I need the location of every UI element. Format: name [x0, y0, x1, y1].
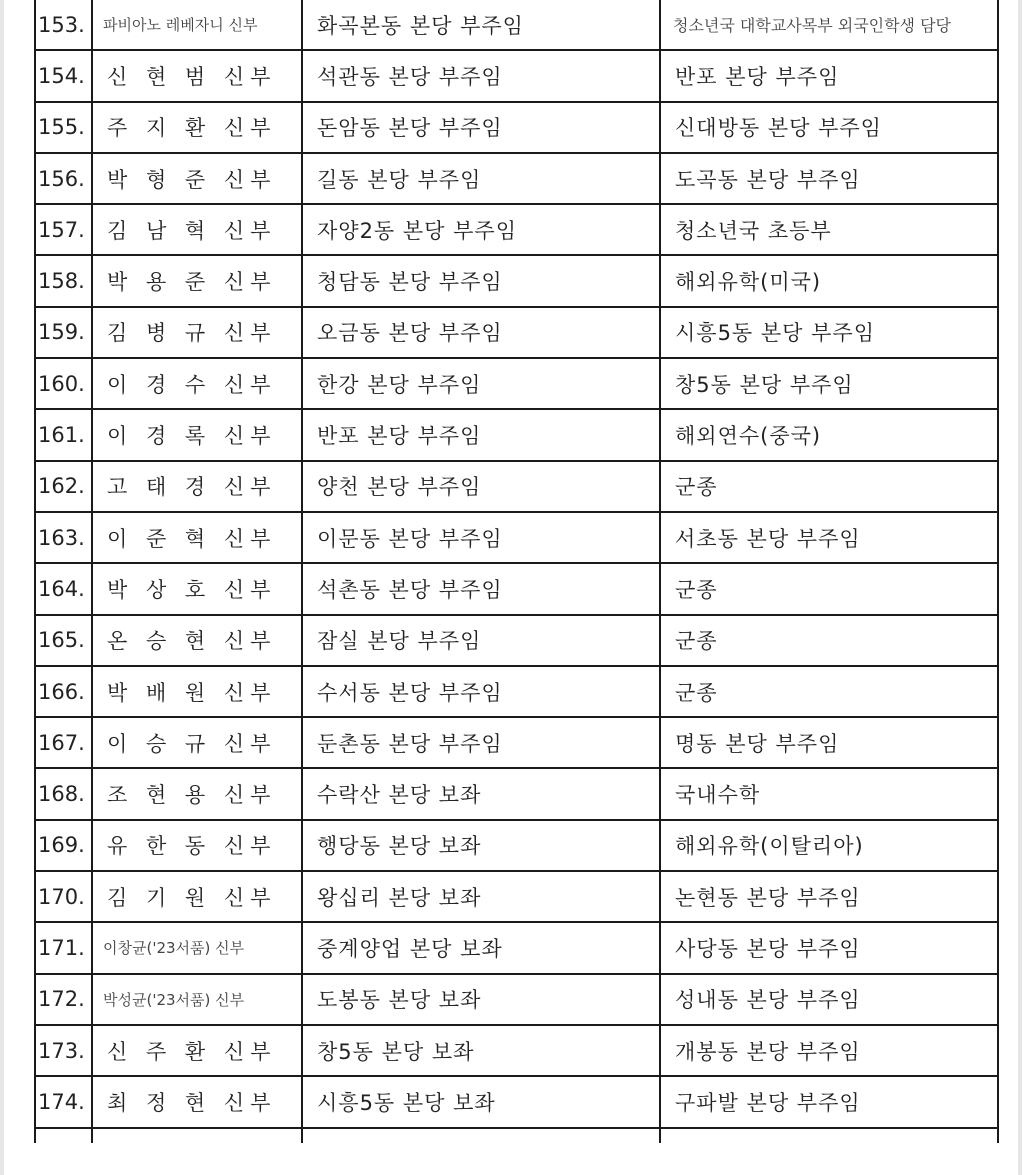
new-assignment: 군종	[660, 461, 998, 512]
table-row	[35, 461, 998, 512]
row-number: 174.	[35, 1076, 92, 1127]
new-assignment: 구파발 본당 부주임	[660, 1076, 998, 1127]
table-row	[35, 922, 998, 973]
new-assignment: 청소년국 대학교사목부 외국인학생 담당	[660, 0, 998, 50]
previous-assignment: 수서동 본당 부주임	[302, 666, 660, 717]
previous-assignment: 중계양업 본당 보좌	[302, 922, 660, 973]
table-row	[35, 1076, 998, 1127]
table-row	[35, 563, 998, 614]
row-number: 167.	[35, 717, 92, 768]
priest-name: 김 병 규 신부	[92, 307, 302, 358]
new-assignment: 신대방동 본당 부주임	[660, 102, 998, 153]
priest-name: 신 주 환 신부	[92, 1025, 302, 1076]
empty-cell	[660, 1128, 998, 1143]
row-number: 166.	[35, 666, 92, 717]
table-row	[35, 974, 998, 1025]
left-margin-bar	[0, 0, 4, 1175]
new-assignment: 청소년국 초등부	[660, 204, 998, 255]
priest-name: 박 용 준 신부	[92, 255, 302, 306]
row-number: 163.	[35, 512, 92, 563]
new-assignment: 군종	[660, 563, 998, 614]
table-row-partial	[35, 1128, 998, 1143]
table-row	[35, 307, 998, 358]
priest-name: 박 상 호 신부	[92, 563, 302, 614]
table-row	[35, 768, 998, 819]
previous-assignment: 왕십리 본당 보좌	[302, 871, 660, 922]
previous-assignment: 석관동 본당 부주임	[302, 50, 660, 101]
row-number: 164.	[35, 563, 92, 614]
previous-assignment: 반포 본당 부주임	[302, 409, 660, 460]
row-number: 168.	[35, 768, 92, 819]
row-number: 162.	[35, 461, 92, 512]
new-assignment: 국내수학	[660, 768, 998, 819]
previous-assignment: 양천 본당 부주임	[302, 461, 660, 512]
row-number: 155.	[35, 102, 92, 153]
previous-assignment: 수락산 본당 보좌	[302, 768, 660, 819]
priest-name: 김 기 원 신부	[92, 871, 302, 922]
new-assignment: 해외유학(이탈리아)	[660, 820, 998, 871]
priest-name: 최 정 현 신부	[92, 1076, 302, 1127]
previous-assignment: 이문동 본당 부주임	[302, 512, 660, 563]
priest-name: 박 배 원 신부	[92, 666, 302, 717]
previous-assignment: 도봉동 본당 보좌	[302, 974, 660, 1025]
priest-name: 이창균('23서품) 신부	[92, 922, 302, 973]
new-assignment: 군종	[660, 615, 998, 666]
row-number: 154.	[35, 50, 92, 101]
row-number: 171.	[35, 922, 92, 973]
priest-name: 이 준 혁 신부	[92, 512, 302, 563]
table-row	[35, 717, 998, 768]
new-assignment: 서초동 본당 부주임	[660, 512, 998, 563]
row-number: 169.	[35, 820, 92, 871]
priest-name: 온 승 현 신부	[92, 615, 302, 666]
table-row	[35, 0, 998, 50]
table-row	[35, 871, 998, 922]
table-row	[35, 1025, 998, 1076]
empty-cell	[92, 1128, 302, 1143]
previous-assignment: 둔촌동 본당 부주임	[302, 717, 660, 768]
priest-name: 유 한 동 신부	[92, 820, 302, 871]
priest-name: 고 태 경 신부	[92, 461, 302, 512]
row-number: 161.	[35, 409, 92, 460]
new-assignment: 창5동 본당 부주임	[660, 358, 998, 409]
row-number: 159.	[35, 307, 92, 358]
previous-assignment: 돈암동 본당 부주임	[302, 102, 660, 153]
table-row	[35, 204, 998, 255]
new-assignment: 개봉동 본당 부주임	[660, 1025, 998, 1076]
table-row	[35, 409, 998, 460]
priest-name: 조 현 용 신부	[92, 768, 302, 819]
priest-name: 파비아노 레베자니 신부	[92, 0, 302, 50]
previous-assignment: 잠실 본당 부주임	[302, 615, 660, 666]
priest-name: 박 형 준 신부	[92, 153, 302, 204]
new-assignment: 시흥5동 본당 부주임	[660, 307, 998, 358]
new-assignment: 해외연수(중국)	[660, 409, 998, 460]
priest-assignment-table	[34, 0, 999, 1143]
new-assignment: 논현동 본당 부주임	[660, 871, 998, 922]
priest-name: 이 승 규 신부	[92, 717, 302, 768]
priest-name: 박성균('23서품) 신부	[92, 974, 302, 1025]
table-row	[35, 820, 998, 871]
new-assignment: 반포 본당 부주임	[660, 50, 998, 101]
previous-assignment: 창5동 본당 보좌	[302, 1025, 660, 1076]
row-number: 160.	[35, 358, 92, 409]
table-row	[35, 666, 998, 717]
row-number: 172.	[35, 974, 92, 1025]
row-number: 170.	[35, 871, 92, 922]
previous-assignment: 행당동 본당 보좌	[302, 820, 660, 871]
new-assignment: 해외유학(미국)	[660, 255, 998, 306]
previous-assignment: 오금동 본당 부주임	[302, 307, 660, 358]
new-assignment: 도곡동 본당 부주임	[660, 153, 998, 204]
table-body	[35, 0, 998, 1143]
priest-name: 김 남 혁 신부	[92, 204, 302, 255]
table-row	[35, 615, 998, 666]
table-row	[35, 153, 998, 204]
new-assignment: 명동 본당 부주임	[660, 717, 998, 768]
previous-assignment: 자양2동 본당 부주임	[302, 204, 660, 255]
empty-cell	[302, 1128, 660, 1143]
previous-assignment: 석촌동 본당 부주임	[302, 563, 660, 614]
row-number: 158.	[35, 255, 92, 306]
table-row	[35, 50, 998, 101]
previous-assignment: 청담동 본당 부주임	[302, 255, 660, 306]
previous-assignment: 시흥5동 본당 보좌	[302, 1076, 660, 1127]
new-assignment: 군종	[660, 666, 998, 717]
row-number: 173.	[35, 1025, 92, 1076]
previous-assignment: 한강 본당 부주임	[302, 358, 660, 409]
previous-assignment: 길동 본당 부주임	[302, 153, 660, 204]
priest-name: 이 경 수 신부	[92, 358, 302, 409]
priest-name: 신 현 범 신부	[92, 50, 302, 101]
new-assignment: 사당동 본당 부주임	[660, 922, 998, 973]
priest-name: 주 지 환 신부	[92, 102, 302, 153]
row-number: 156.	[35, 153, 92, 204]
table-row	[35, 358, 998, 409]
row-number: 153.	[35, 0, 92, 50]
previous-assignment: 화곡본동 본당 부주임	[302, 0, 660, 50]
row-number: 157.	[35, 204, 92, 255]
table-row	[35, 512, 998, 563]
priest-name: 이 경 록 신부	[92, 409, 302, 460]
empty-cell	[35, 1128, 92, 1143]
new-assignment: 성내동 본당 부주임	[660, 974, 998, 1025]
table-row	[35, 102, 998, 153]
table-row	[35, 255, 998, 306]
row-number: 165.	[35, 615, 92, 666]
right-margin-bar	[1018, 0, 1022, 1175]
